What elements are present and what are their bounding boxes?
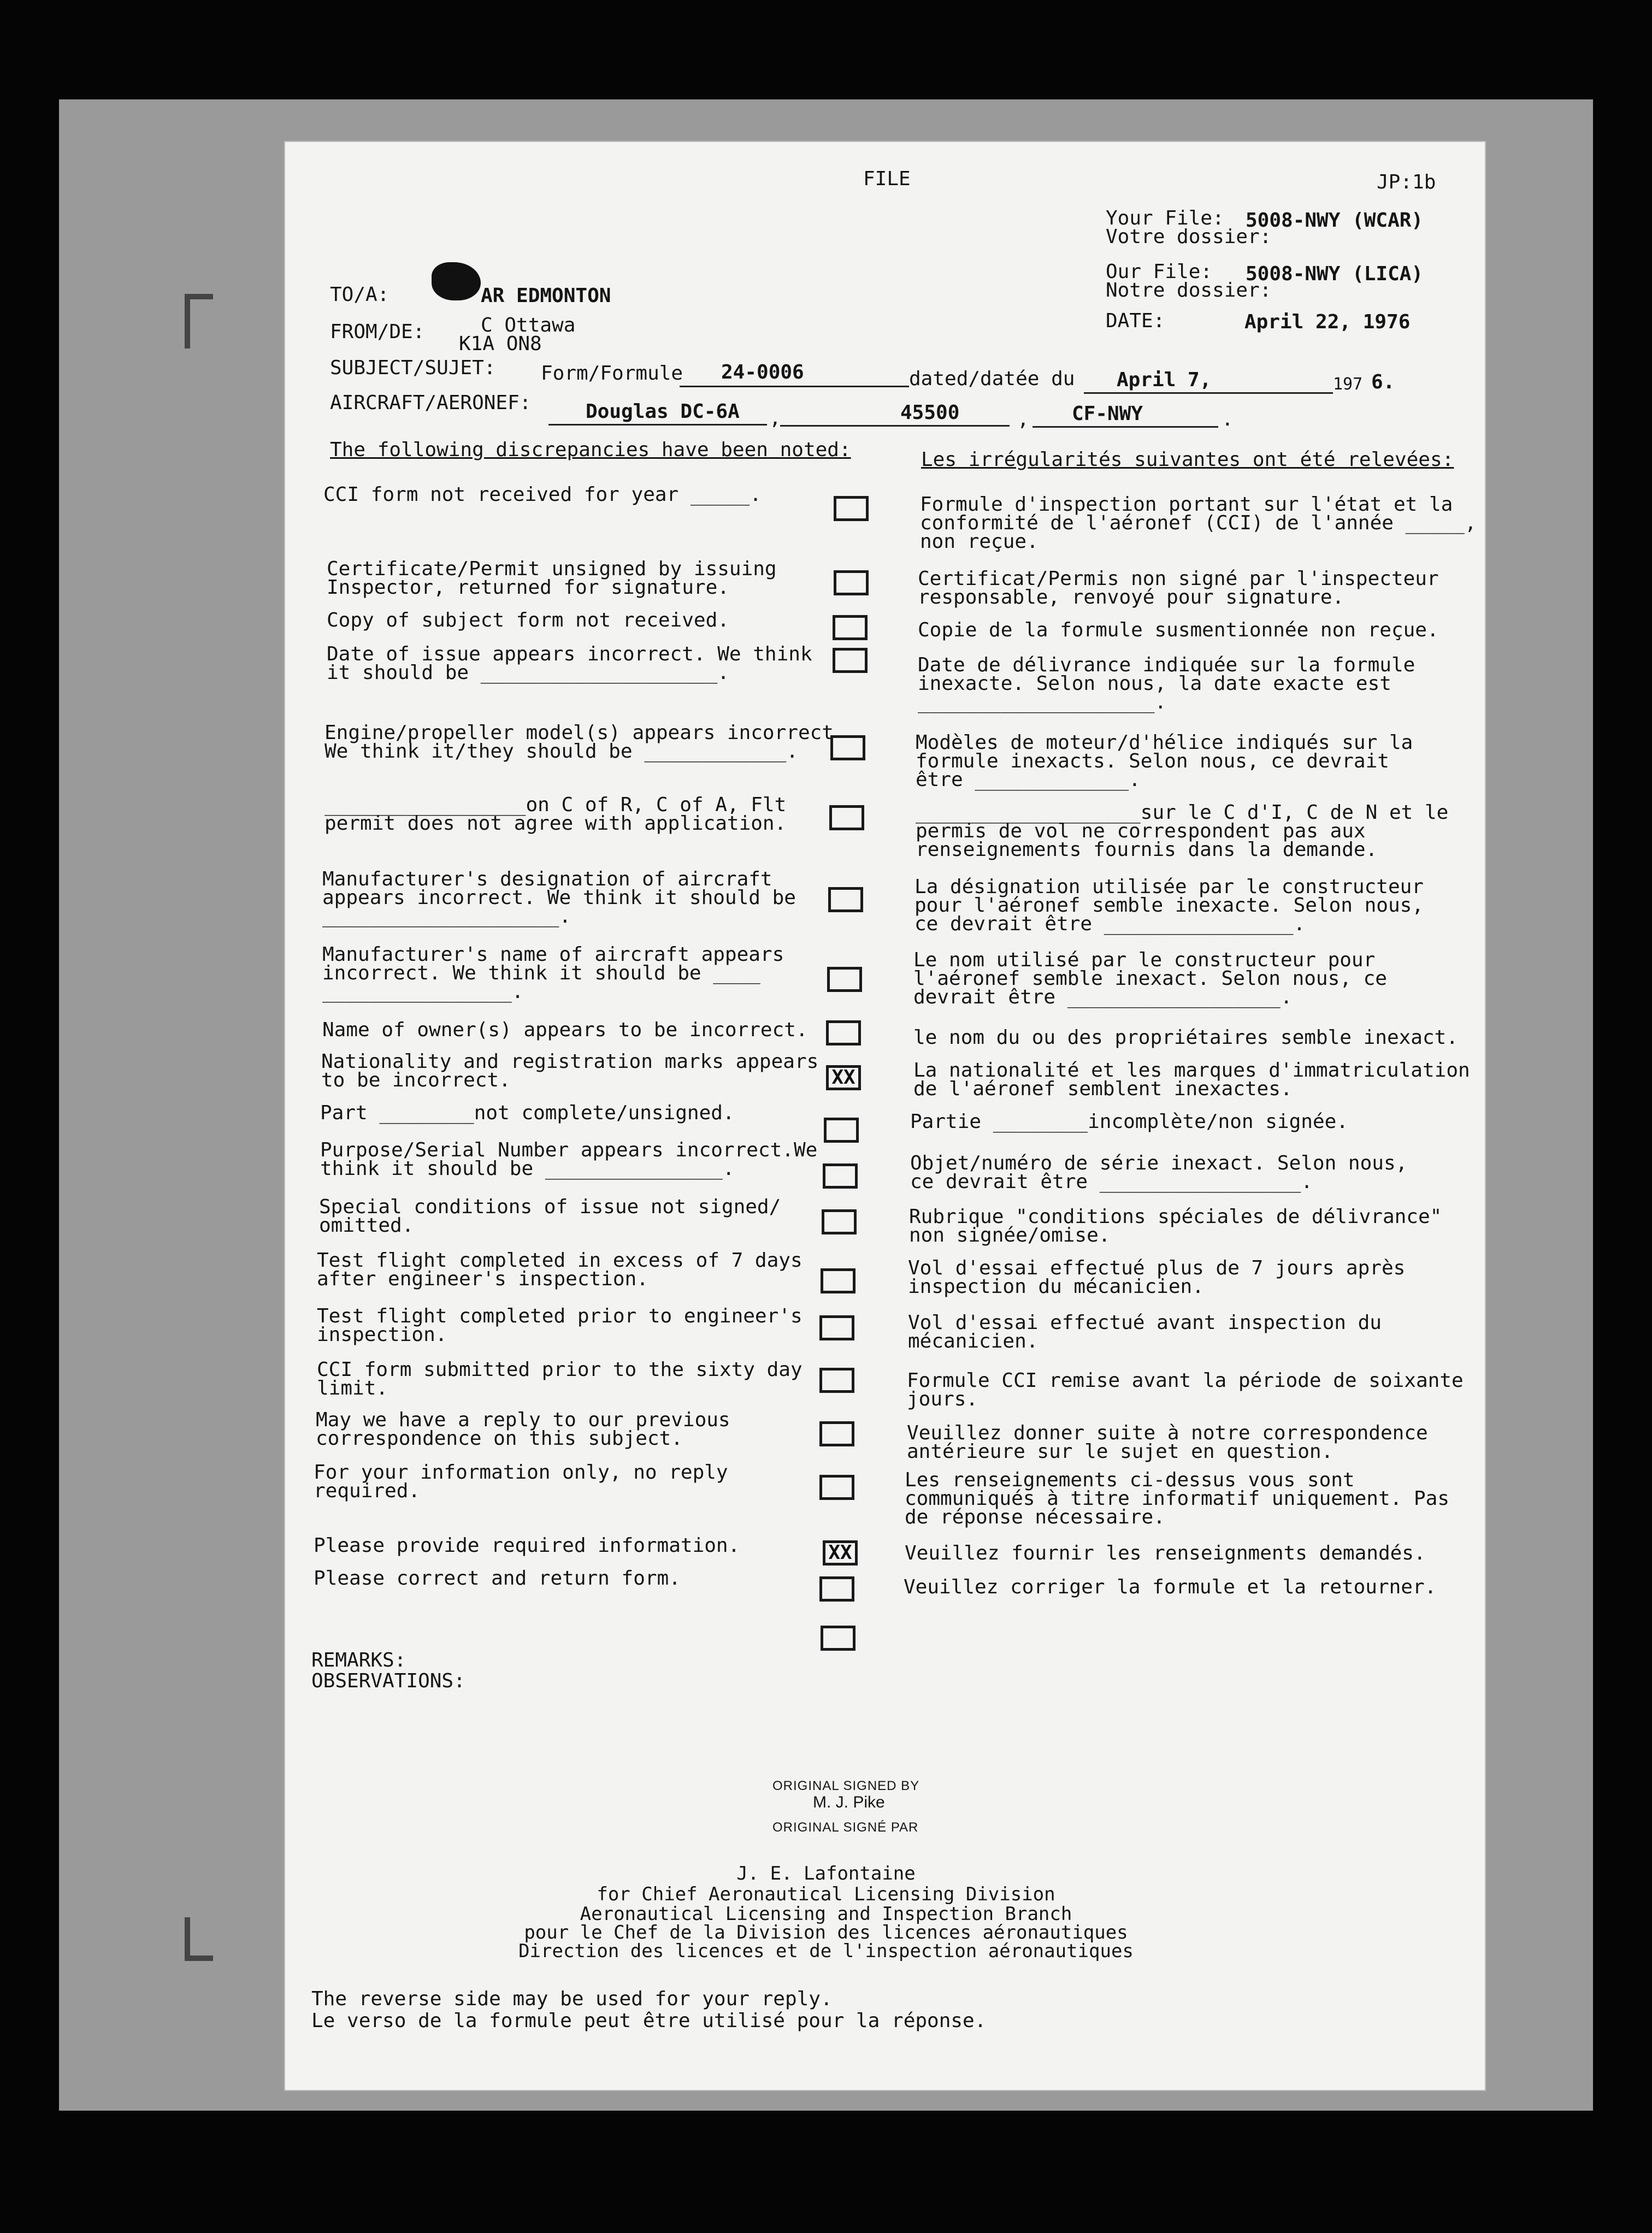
item-7-french-line-1: La désignation utilisée par le constructeur [914,876,1424,898]
form-value: 24-0006 [721,361,804,383]
your-file-label: Your File: [1106,207,1224,229]
heading-french: Les irrégularités suivantes ont été relevées: [921,448,1454,471]
item-11-english-line-1: Part ________not complete/unsigned. [320,1102,735,1124]
item-4-checkbox[interactable] [833,648,868,673]
item-6-french-line-2: permis de vol ne correspondent pas aux [916,820,1366,842]
item-15-french-line-2: mécanicien. [908,1330,1039,1352]
item-12-english-line-1: Purpose/Serial Number appears incorrect.We [320,1139,818,1161]
item-18-english-line-1: For your information only, no reply [314,1461,728,1484]
item-8-english-line-2: incorrect. We think it should be ____ [322,962,760,984]
signatory-line-1: for Chief Aeronautical Licensing Division [597,1883,1055,1905]
original-signed-by: ORIGINAL SIGNED BY [772,1779,920,1793]
item-5-french-line-2: formule inexacts. Selon nous, ce devrait [916,750,1389,772]
extra-checkbox[interactable] [821,1626,856,1651]
aircraft-reg: CF-NWY [1072,403,1143,425]
item-2-english-line-1: Certificate/Permit unsigned by issuing [327,558,777,580]
item-1-french-line-2: conformité de l'aéronef (CCI) de l'année _____, [920,512,1477,534]
form-label: Form/Formule [541,362,683,385]
signatory-name: J. E. Lafontaine [736,1863,916,1885]
item-17-french-line-1: Veuillez donner suite à notre correspondence [907,1422,1428,1444]
item-13-french-line-2: non signée/omise. [909,1224,1111,1247]
item-6-checkbox[interactable] [829,805,864,830]
item-1-french-line-1: Formule d'inspection portant sur l'état et la [920,493,1453,516]
item-4-french-line-3: ____________________. [918,691,1167,713]
item-3-french-line-1: Copie de la formule susmentionnée non reçue. [918,619,1439,641]
aircraft-reg-line [1032,426,1218,428]
item-7-checkbox[interactable] [828,887,863,912]
item-2-french-line-2: responsable, renvoyé pour signature. [918,586,1344,609]
item-20-checkbox[interactable] [819,1576,854,1602]
to-label: TO/A: [330,283,390,306]
item-12-french-line-2: ce devrait être _________________. [910,1171,1313,1193]
item-5-checkbox[interactable] [830,735,865,760]
item-12-english-line-2: think it should be _______________. [320,1157,735,1180]
item-18-french-line-3: de réponse nécessaire. [905,1506,1165,1528]
item-7-french-line-2: pour l'aéronef semble inexacte. Selon nous, [914,894,1424,917]
item-7-english-line-1: Manufacturer's designation of aircraft [322,868,772,890]
heading-english: The following discrepancies have been noted: [330,439,851,461]
item-16-french-line-2: jours. [907,1388,978,1410]
item-10-french-line-1: La nationalité et les marques d'immatriculation [913,1059,1470,1082]
ref-code: JP:1b [1377,171,1436,193]
item-18-english-line-2: required. [314,1480,421,1502]
our-file-label: Our File: [1106,261,1213,283]
item-3-checkbox[interactable] [833,615,868,640]
item-4-french-line-1: Date de délivrance indiquée sur la formule [918,654,1415,676]
notre-dossier-label: Notre dossier: [1106,279,1272,302]
item-14-french-line-1: Vol d'essai effectué plus de 7 jours après [908,1257,1406,1279]
item-15-french-line-1: Vol d'essai effectué avant inspection du [908,1312,1382,1334]
item-2-french-line-1: Certificat/Permis non signé par l'inspecteur [918,568,1439,590]
our-file-value: 5008-NWY (LICA) [1246,263,1424,285]
item-15-english-line-1: Test flight completed prior to engineer's [317,1305,803,1327]
item-12-checkbox[interactable] [823,1163,858,1189]
item-8-english-line-1: Manufacturer's name of aircraft appears [322,943,784,966]
item-11-french-line-1: Partie ________incomplète/non signée. [910,1110,1348,1133]
year-prefix: 197 [1333,375,1363,394]
item-6-french-line-3: renseignements fournis dans la demande. [916,838,1378,861]
item-5-english-line-1: Engine/propeller model(s) appears incorrect [324,722,834,744]
item-2-checkbox[interactable] [834,570,869,595]
aircraft-model-line [548,424,767,426]
form-value-line [680,386,909,387]
item-1-french-line-3: non reçue. [920,530,1039,553]
signatory-line-4: Direction des licences et de l'inspection aéronautiques [518,1940,1134,1962]
item-20-english-line-1: Please correct and return form. [314,1567,681,1590]
aircraft-comma-2: , [1017,408,1029,430]
item-6-french-line-1: ___________________sur le C d'I, C de N et le [916,801,1449,824]
item-8-french-line-1: Le nom utilisé par le constructeur pour [913,949,1376,971]
item-8-checkbox[interactable] [827,967,862,992]
item-7-english-line-3: ____________________. [322,905,571,928]
item-7-french-line-3: ce devrait être ________________. [914,913,1306,935]
item-17-french-line-2: antérieure sur le sujet en question. [907,1440,1334,1463]
from-postal: K1A ON8 [459,333,542,355]
item-3-english-line-1: Copy of subject form not received. [327,609,729,631]
observations-label: OBSERVATIONS: [311,1670,465,1692]
item-7-english-line-2: appears incorrect. We think it should be [322,887,796,909]
date-value: April 22, 1976 [1244,311,1411,333]
item-9-checkbox[interactable] [826,1020,861,1045]
item-15-checkbox[interactable] [819,1315,854,1340]
item-5-english-line-2: We think it/they should be ____________. [324,740,798,763]
item-10-french-line-2: de l'aéronef semblent inexactes. [913,1078,1293,1100]
footer-english: The reverse side may be used for your reply. [311,1988,833,2010]
item-4-english-line-1: Date of issue appears incorrect. We think [327,643,812,665]
signer-name: M. J. Pike [813,1793,885,1811]
item-17-checkbox[interactable] [819,1421,854,1446]
item-8-french-line-2: l'aéronef semble inexact. Selon nous, ce [913,967,1387,990]
item-19-english-line-1: Please provide required information. [314,1534,740,1557]
item-11-checkbox[interactable] [824,1118,859,1143]
item-15-english-line-2: inspection. [317,1324,447,1346]
from-label: FROM/DE: [330,321,425,343]
dated-value: April 7, [1117,369,1212,391]
item-4-english-line-2: it should be ____________________. [327,661,729,684]
votre-dossier-label: Votre dossier: [1106,226,1272,248]
item-13-english-line-1: Special conditions of issue not signed/ [319,1196,781,1218]
item-17-english-line-2: correspondence on this subject. [316,1427,683,1450]
item-18-checkbox[interactable] [819,1475,854,1500]
item-10-english-line-1: Nationality and registration marks appears [321,1050,819,1073]
item-8-french-line-3: devrait être __________________. [913,986,1293,1008]
original-signe-par: ORIGINAL SIGNÉ PAR [772,1820,919,1835]
remarks-label: REMARKS: [311,1649,406,1671]
footer-french: Le verso de la formule peut être utilisé pour la réponse. [311,2010,987,2032]
item-18-french-line-2: communiqués à titre informatif uniquement. Pas [905,1487,1449,1510]
item-14-english-line-2: after engineer's inspection. [317,1268,648,1290]
aircraft-period: . [1222,408,1234,430]
aircraft-model: Douglas DC-6A [586,400,740,423]
item-12-french-line-1: Objet/numéro de série inexact. Selon nous, [910,1152,1408,1174]
file-label: FILE [863,168,911,190]
subject-label: SUBJECT/SUJET: [330,357,496,379]
aircraft-serial-line [780,425,1010,427]
item-16-english-line-2: limit. [317,1377,388,1399]
aircraft-comma-1: , [769,407,781,429]
item-1-english-line-1: CCI form not received for year _____. [323,483,762,506]
item-19-checkbox[interactable]: XX [823,1540,858,1566]
item-16-english-line-1: CCI form submitted prior to the sixty day [317,1358,803,1381]
item-13-checkbox[interactable] [822,1209,857,1234]
item-1-checkbox[interactable] [834,496,869,521]
to-value: AR EDMONTON [481,285,611,307]
item-13-french-line-1: Rubrique "conditions spéciales de délivrance" [909,1206,1442,1228]
item-16-checkbox[interactable] [819,1368,854,1393]
item-6-english-line-2: permit does not agree with application. [324,812,787,835]
item-8-english-line-3: ________________. [322,980,524,1003]
dated-label: dated/datée du [909,368,1075,390]
item-14-checkbox[interactable] [821,1268,856,1293]
binder-mark-top [185,294,190,348]
your-file-value: 5008-NWY (WCAR) [1246,209,1424,232]
item-2-english-line-2: Inspector, returned for signature. [327,576,729,599]
item-13-english-line-2: omitted. [319,1214,414,1237]
signatory-line-2: Aeronautical Licensing and Inspection Branch [580,1903,1072,1925]
item-10-checkbox[interactable]: XX [826,1065,861,1090]
item-6-english-line-1: _________________on C of R, C of A, Flt [324,794,787,816]
item-18-french-line-1: Les renseignements ci-dessus vous sont [905,1469,1355,1491]
aircraft-serial: 45500 [900,401,960,424]
item-17-english-line-1: May we have a reply to our previous [316,1409,730,1431]
item-20-french-line-1: Veuillez corriger la formule et la retourner. [904,1576,1437,1598]
date-label: DATE: [1106,310,1165,332]
item-9-english-line-1: Name of owner(s) appears to be incorrect. [322,1019,808,1041]
aircraft-label: AIRCRAFT/AERONEF: [330,392,532,414]
year-suffix: 6. [1371,371,1395,393]
item-5-french-line-1: Modèles de moteur/d'hélice indiqués sur la [916,731,1413,754]
item-16-french-line-1: Formule CCI remise avant la période de soixante [907,1369,1464,1392]
item-5-french-line-3: être _____________. [916,769,1141,791]
item-10-english-line-2: to be incorrect. [321,1069,511,1091]
item-14-french-line-2: inspection du mécanicien. [908,1275,1204,1298]
item-19-french-line-1: Veuillez fournir les renseignments demandés. [905,1542,1426,1564]
signatory-line-3: pour le Chef de la Division des licences aéronautiques [524,1922,1128,1943]
item-14-english-line-1: Test flight completed in excess of 7 days [317,1249,803,1272]
from-value: C Ottawa [481,314,576,336]
item-9-french-line-1: le nom du ou des propriétaires semble inexact. [913,1026,1458,1049]
item-4-french-line-2: inexacte. Selon nous, la date exacte est [918,672,1391,695]
dated-value-line [1084,392,1333,394]
